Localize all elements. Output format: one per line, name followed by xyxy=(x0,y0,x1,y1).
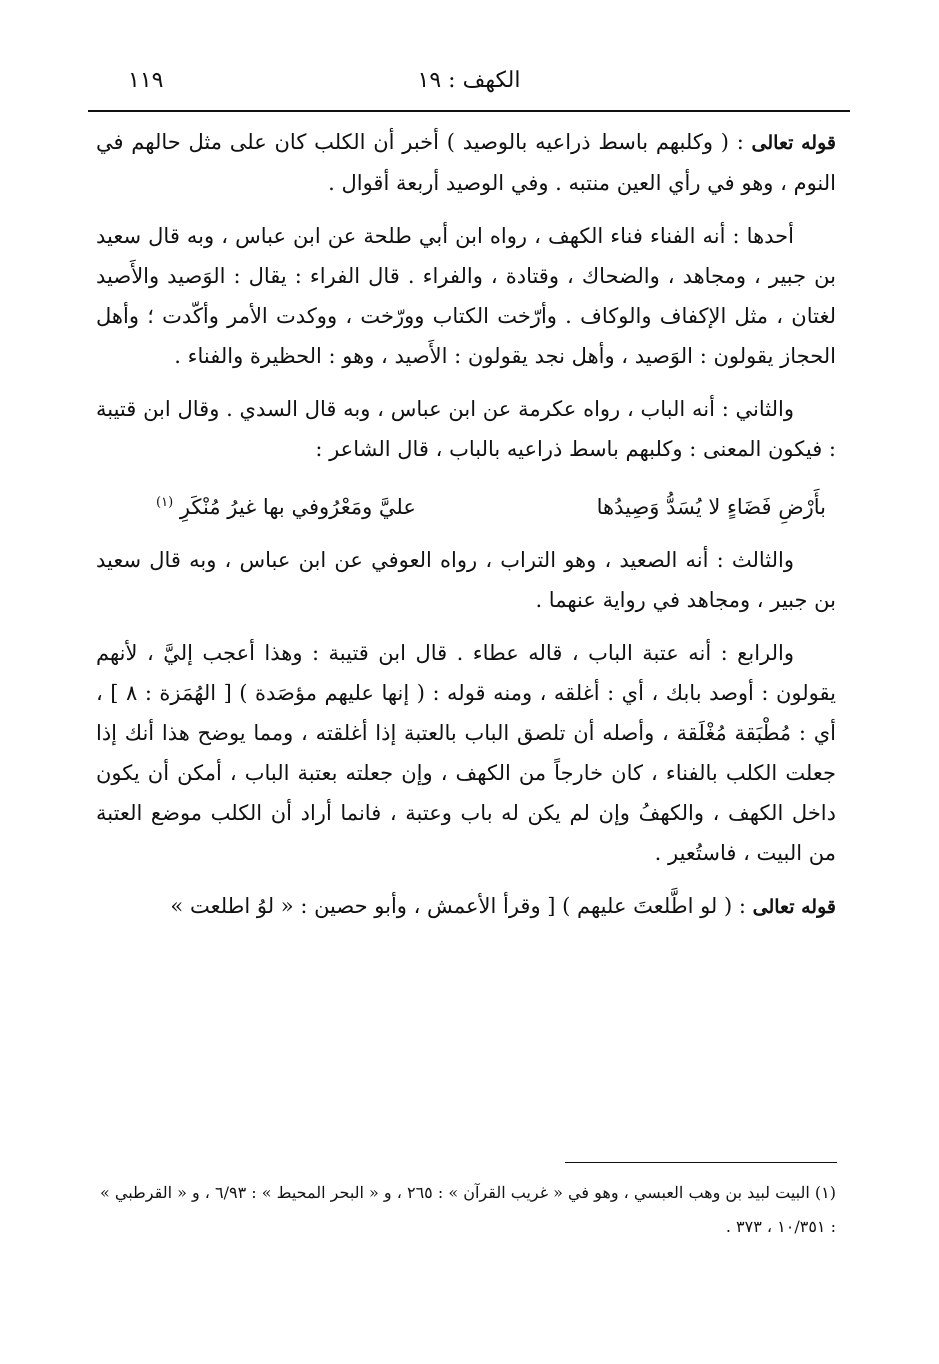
paragraph-text: والثاني : أنه الباب ، رواه عكرمة عن ابن عباس ، وبه قال السدي . وقال ابن قتيبة : فيكون المعنى : وكلبهم باسط ذراعيه بالباب ، قال الشاعر : xyxy=(96,397,836,461)
paragraph-first-opinion xyxy=(96,216,836,376)
paragraph-second-opinion xyxy=(96,389,836,469)
paragraph-text: والثالث : أنه الصعيد ، وهو التراب ، رواه العوفي عن ابن عباس ، وبه قال سعيد بن جبير ، ومجاهد في رواية عنهما . xyxy=(96,548,836,612)
paragraph-commentary-1 xyxy=(96,122,836,203)
paragraph-text: والرابع : أنه عتبة الباب ، قاله عطاء . قال ابن قتيبة : وهذا أعجب إليَّ ، لأنهم يقولون : أوصد بابك ، أي : أغلقه ، ومنه قوله : ( إنها عليهم مؤصَدة ) [ الهُمَزة : ٨ ] ، أي : مُطْبَقة مُغْلَقة ، وأصله أن تلصق الباب بالعتبة إذا أغلقته ، ومما يوضح هذا أنك إذا جعلت الكلب بالفناء ، كان خارجاً من الكهف ، وإن جعلته بعتبة الباب ، أمكن أن يكون داخل الكهف ، والكهفُ وإن لم يكن له باب وعتبة ، فانما أراد أن الكلب موضع العتبة من البيت ، فاستُعير . xyxy=(96,641,836,865)
verse-second-hemistich xyxy=(156,482,416,528)
verse-label: قوله تعالى xyxy=(751,132,836,154)
main-text xyxy=(96,122,836,940)
verse-second-hemistich-text: عليَّ ومَعْرُوفي بها غيرُ مُنْكَرِ xyxy=(179,495,416,519)
paragraph-commentary-2 xyxy=(96,886,836,927)
paragraph-third-opinion xyxy=(96,540,836,620)
footnote-1: (١) البيت لبيد بن وهب العبسي ، وهو في « غريب القرآن » : ٢٦٥ ، و « البحر المحيط » : ٦/٩٣ ، و « القرطبي » : ١٠/٣٥١ ، ٣٧٣ . xyxy=(100,1183,836,1236)
verse-label: قوله تعالى xyxy=(752,896,836,918)
paragraph-text: : ( وكلبهم باسط ذراعيه بالوصيد ) أخبر أن الكلب كان على مثل حالهم في النوم ، وهو في رأي العين منتبه . وفي الوصيد أربعة أقوال . xyxy=(96,130,836,195)
paragraph-text: أحدها : أنه الفناء فناء الكهف ، رواه ابن أبي طلحة عن ابن عباس ، وبه قال سعيد بن جبير ، ومجاهد ، والضحاك ، وقتادة ، والفراء . قال الفراء : يقال : الوَصيد والأَصيد لغتان ، مثل الإكفاف والوكاف . وأرّخت الكتاب وورّخت ، ووكدت الأمر وأكّدت ؛ وأهل الحجاز يقولون : الوَصيد ، وأهل نجد يقولون : الأَصيد ، وهو : الحظيرة والفناء . xyxy=(96,224,836,368)
header-divider xyxy=(88,110,850,112)
running-title: الكهف : ١٩ xyxy=(417,68,521,93)
paragraph-text: : ( لو اطَّلعتَ عليهم ) [ وقرأ الأعمش ، وأبو حصين : « لوُ اطلعت » xyxy=(170,894,746,918)
poetry-verse xyxy=(96,482,836,528)
verse-first-hemistich: بأَرْضِ فَضَاءٍ لا يُسَدُّ وَصِيدُها xyxy=(596,495,826,519)
paragraph-fourth-opinion xyxy=(96,633,836,873)
footnote-divider xyxy=(565,1162,837,1163)
footnotes xyxy=(96,1176,836,1244)
page-number: ١١٩ xyxy=(128,68,164,93)
footnote-marker: (١) xyxy=(156,495,174,510)
page-header xyxy=(88,62,850,106)
